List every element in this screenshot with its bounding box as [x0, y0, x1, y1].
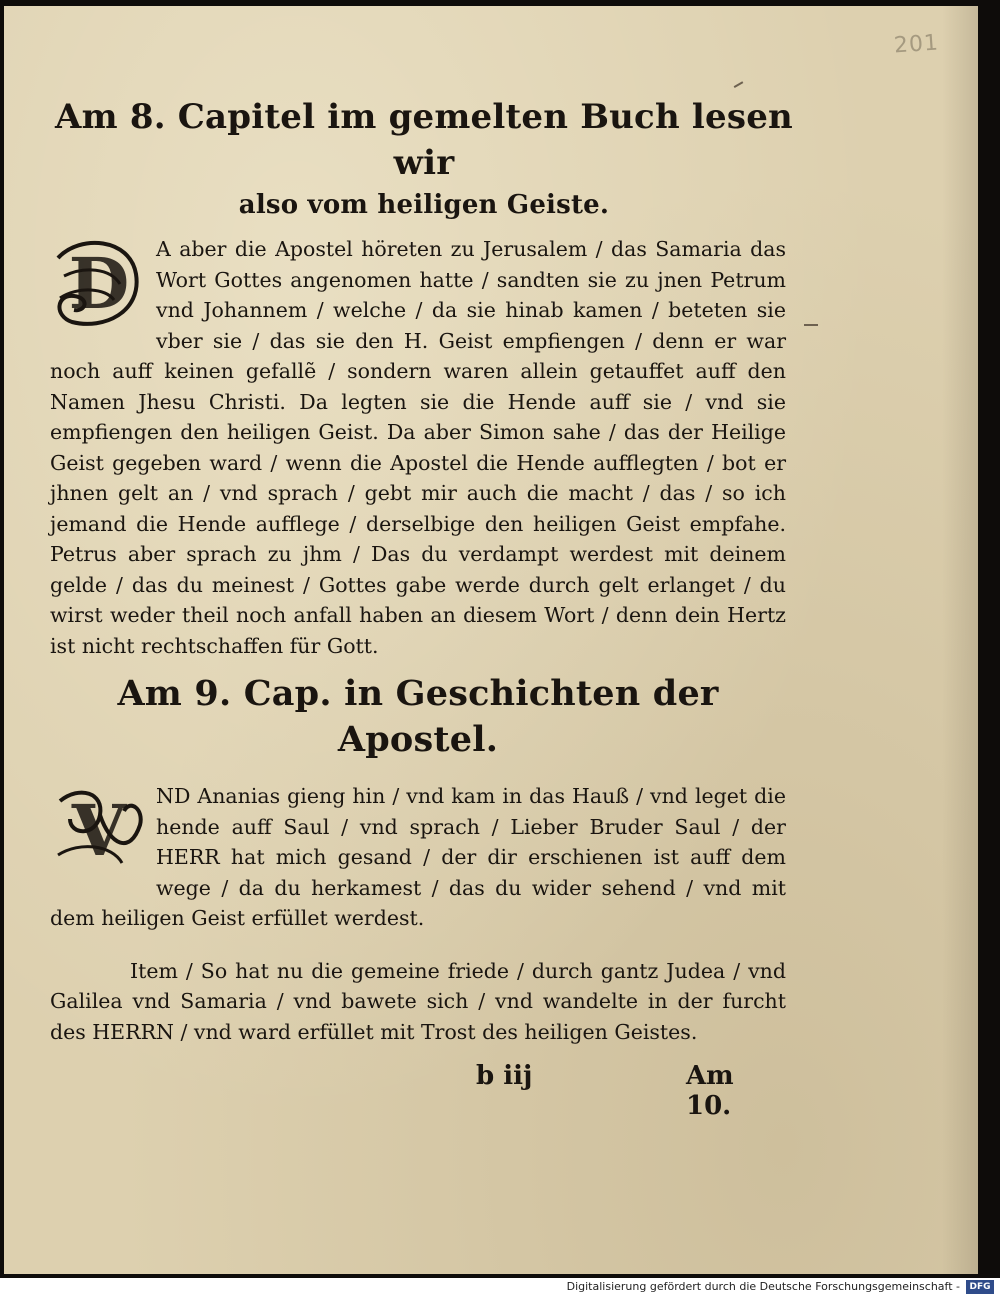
funding-credit: Digitalisierung gefördert durch die Deutsche Forschungsgemeinschaft -	[566, 1280, 960, 1293]
paragraph-chapter-9	[50, 781, 786, 934]
page-edge-shadow	[942, 6, 978, 1274]
text-block	[50, 94, 793, 1121]
catchword: Am 10.	[686, 1061, 734, 1121]
footer-bar	[0, 1278, 1000, 1297]
folio-number: 201	[893, 30, 940, 59]
decorated-initial-v	[50, 785, 148, 877]
paragraph-chapter-8-text: A aber die Apostel höreten zu Jerusalem / das Samaria das Wort Gottes angenomen hatte / sandten sie zu jnen Petrum vnd Johannem / welche / da sie hinab kamen / beteten sie vber sie / das sie den H. Geist empfiengen / denn er war noch auff keinen gefallẽ / sondern waren allein getauffet auff den Namen Jhesu Christi. Da legten sie die Hende auff sie / vnd sie empfiengen den heiligen Geist. Da aber Simon sahe / das der Heilige Geist gegeben ward / wenn die Apostel die Hende aufflegten / bot er jhnen gelt an / vnd sprach / gebt mir auch die macht / das / so ich jemand die Hende aufflege / derselbige den heiligen Geist empfahe. Petrus aber sprach zu jhm / Das du verdampt werdest mit deinem gelde / das du meinest / Gottes gabe werde durch gelt erlanget / du wirst weder theil noch anfall haben an diesem Wort / denn dein Hertz ist nicht rechtschaffen für Gott.	[50, 237, 786, 658]
decorated-initial-d	[50, 238, 148, 330]
signature-mark: b iij	[476, 1061, 533, 1091]
chapter-heading-8-line1: Am 8. Capitel im gemelten Buch lesen wir	[55, 97, 793, 183]
chapter-heading-8	[44, 94, 804, 224]
dfg-logo-icon: DFG	[966, 1280, 994, 1294]
initial-letter: V	[71, 789, 127, 872]
paragraph-chapter-8	[50, 234, 786, 661]
initial-letter: D	[68, 242, 130, 325]
paragraph-chapter-9-text: ND Ananias gieng hin / vnd kam in das Hauß / vnd leget die hende auff Saul / vnd sprach / Lieber Bruder Saul / der HERR hat mich gesand / der dir erschienen ist auff dem wege / da du herkamest / das du wider sehend / vnd mit dem heiligen Geist erfüllet werdest.	[50, 784, 786, 930]
paragraph-item: Item / So hat nu die gemeine friede / durch gantz Judea / vnd Galilea vnd Samaria / vnd bawete sich / vnd wandelte in der furcht des HERRN / vnd ward erfüllet mit Trost des heiligen Geistes.	[50, 958, 786, 1044]
margin-dash	[804, 324, 818, 326]
stray-mark	[731, 76, 744, 88]
scanned-page	[4, 6, 978, 1274]
chapter-heading-9: Am 9. Cap. in Geschichten der Apostel.	[117, 673, 719, 760]
chapter-heading-8-line2: also vom heiligen Geiste.	[238, 190, 610, 220]
page-foot	[50, 1061, 786, 1121]
